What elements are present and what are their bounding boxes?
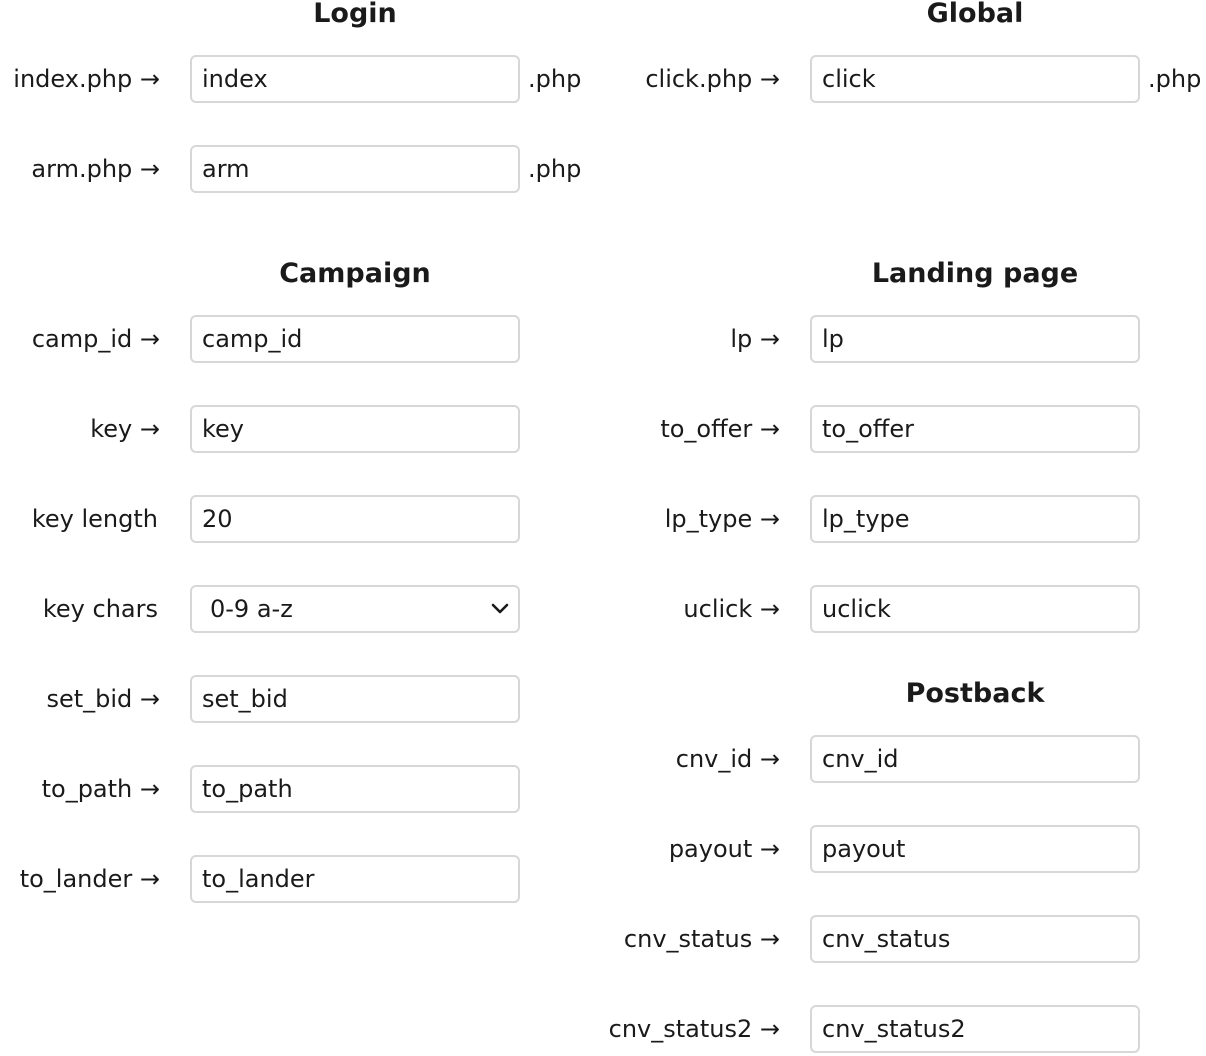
index-php-input[interactable] [190,55,520,103]
row-lp-type [600,494,1206,544]
row-to-offer [600,404,1206,454]
label-payout: payout → [668,835,780,863]
to-lander-input[interactable] [190,855,520,903]
lp-type-input[interactable] [810,495,1140,543]
label-key: key → [90,415,160,443]
key-length-input[interactable] [190,495,520,543]
label-cnv-status2: cnv_status2 → [608,1015,780,1043]
key-chars-select[interactable] [190,585,520,633]
label-uclick: uclick → [683,595,780,623]
row-to-path [0,764,600,814]
lp-input[interactable] [810,315,1140,363]
arm-php-input[interactable] [190,145,520,193]
section-title-global: Global [926,0,1024,29]
cnv-id-input[interactable] [810,735,1140,783]
label-click-php: click.php → [645,65,780,93]
payout-input[interactable] [810,825,1140,873]
label-cnv-status: cnv_status → [623,925,780,953]
key-input[interactable] [190,405,520,453]
label-lp-type: lp_type → [664,505,780,533]
arm-php-suffix: .php [528,155,582,183]
row-cnv-id [600,734,1206,784]
row-key-length [0,494,600,544]
label-camp-id: camp_id → [31,325,160,353]
row-cnv-status [600,914,1206,964]
label-key-length: key length [31,505,158,533]
chevron-down-icon [490,599,510,619]
label-to-offer: to_offer → [660,415,780,443]
row-arm-php [0,144,600,194]
row-key-chars [0,584,600,634]
label-set-bid: set_bid → [46,685,160,713]
to-path-input[interactable] [190,765,520,813]
label-to-lander: to_lander → [19,865,160,893]
row-uclick [600,584,1206,634]
click-php-suffix: .php [1148,65,1202,93]
label-cnv-id: cnv_id → [675,745,780,773]
uclick-input[interactable] [810,585,1140,633]
row-index-php [0,54,600,104]
camp-id-input[interactable] [190,315,520,363]
section-title-postback: Postback [905,678,1045,709]
cnv-status2-input[interactable] [810,1005,1140,1053]
set-bid-input[interactable] [190,675,520,723]
key-chars-selected-value: 0-9 a-z [210,595,293,623]
label-to-path: to_path → [41,775,160,803]
label-arm-php: arm.php → [31,155,160,183]
row-to-lander [0,854,600,904]
index-php-suffix: .php [528,65,582,93]
row-payout [600,824,1206,874]
section-title-campaign: Campaign [279,258,431,289]
row-lp [600,314,1206,364]
row-click-php [600,54,1206,104]
section-title-login: Login [313,0,397,29]
label-index-php: index.php → [13,65,160,93]
label-key-chars: key chars [42,595,158,623]
section-title-landing-page: Landing page [871,258,1079,289]
row-set-bid [0,674,600,724]
click-php-input[interactable] [810,55,1140,103]
row-cnv-status2 [600,1004,1206,1054]
to-offer-input[interactable] [810,405,1140,453]
label-lp: lp → [730,325,780,353]
row-key [0,404,600,454]
row-camp-id [0,314,600,364]
cnv-status-input[interactable] [810,915,1140,963]
